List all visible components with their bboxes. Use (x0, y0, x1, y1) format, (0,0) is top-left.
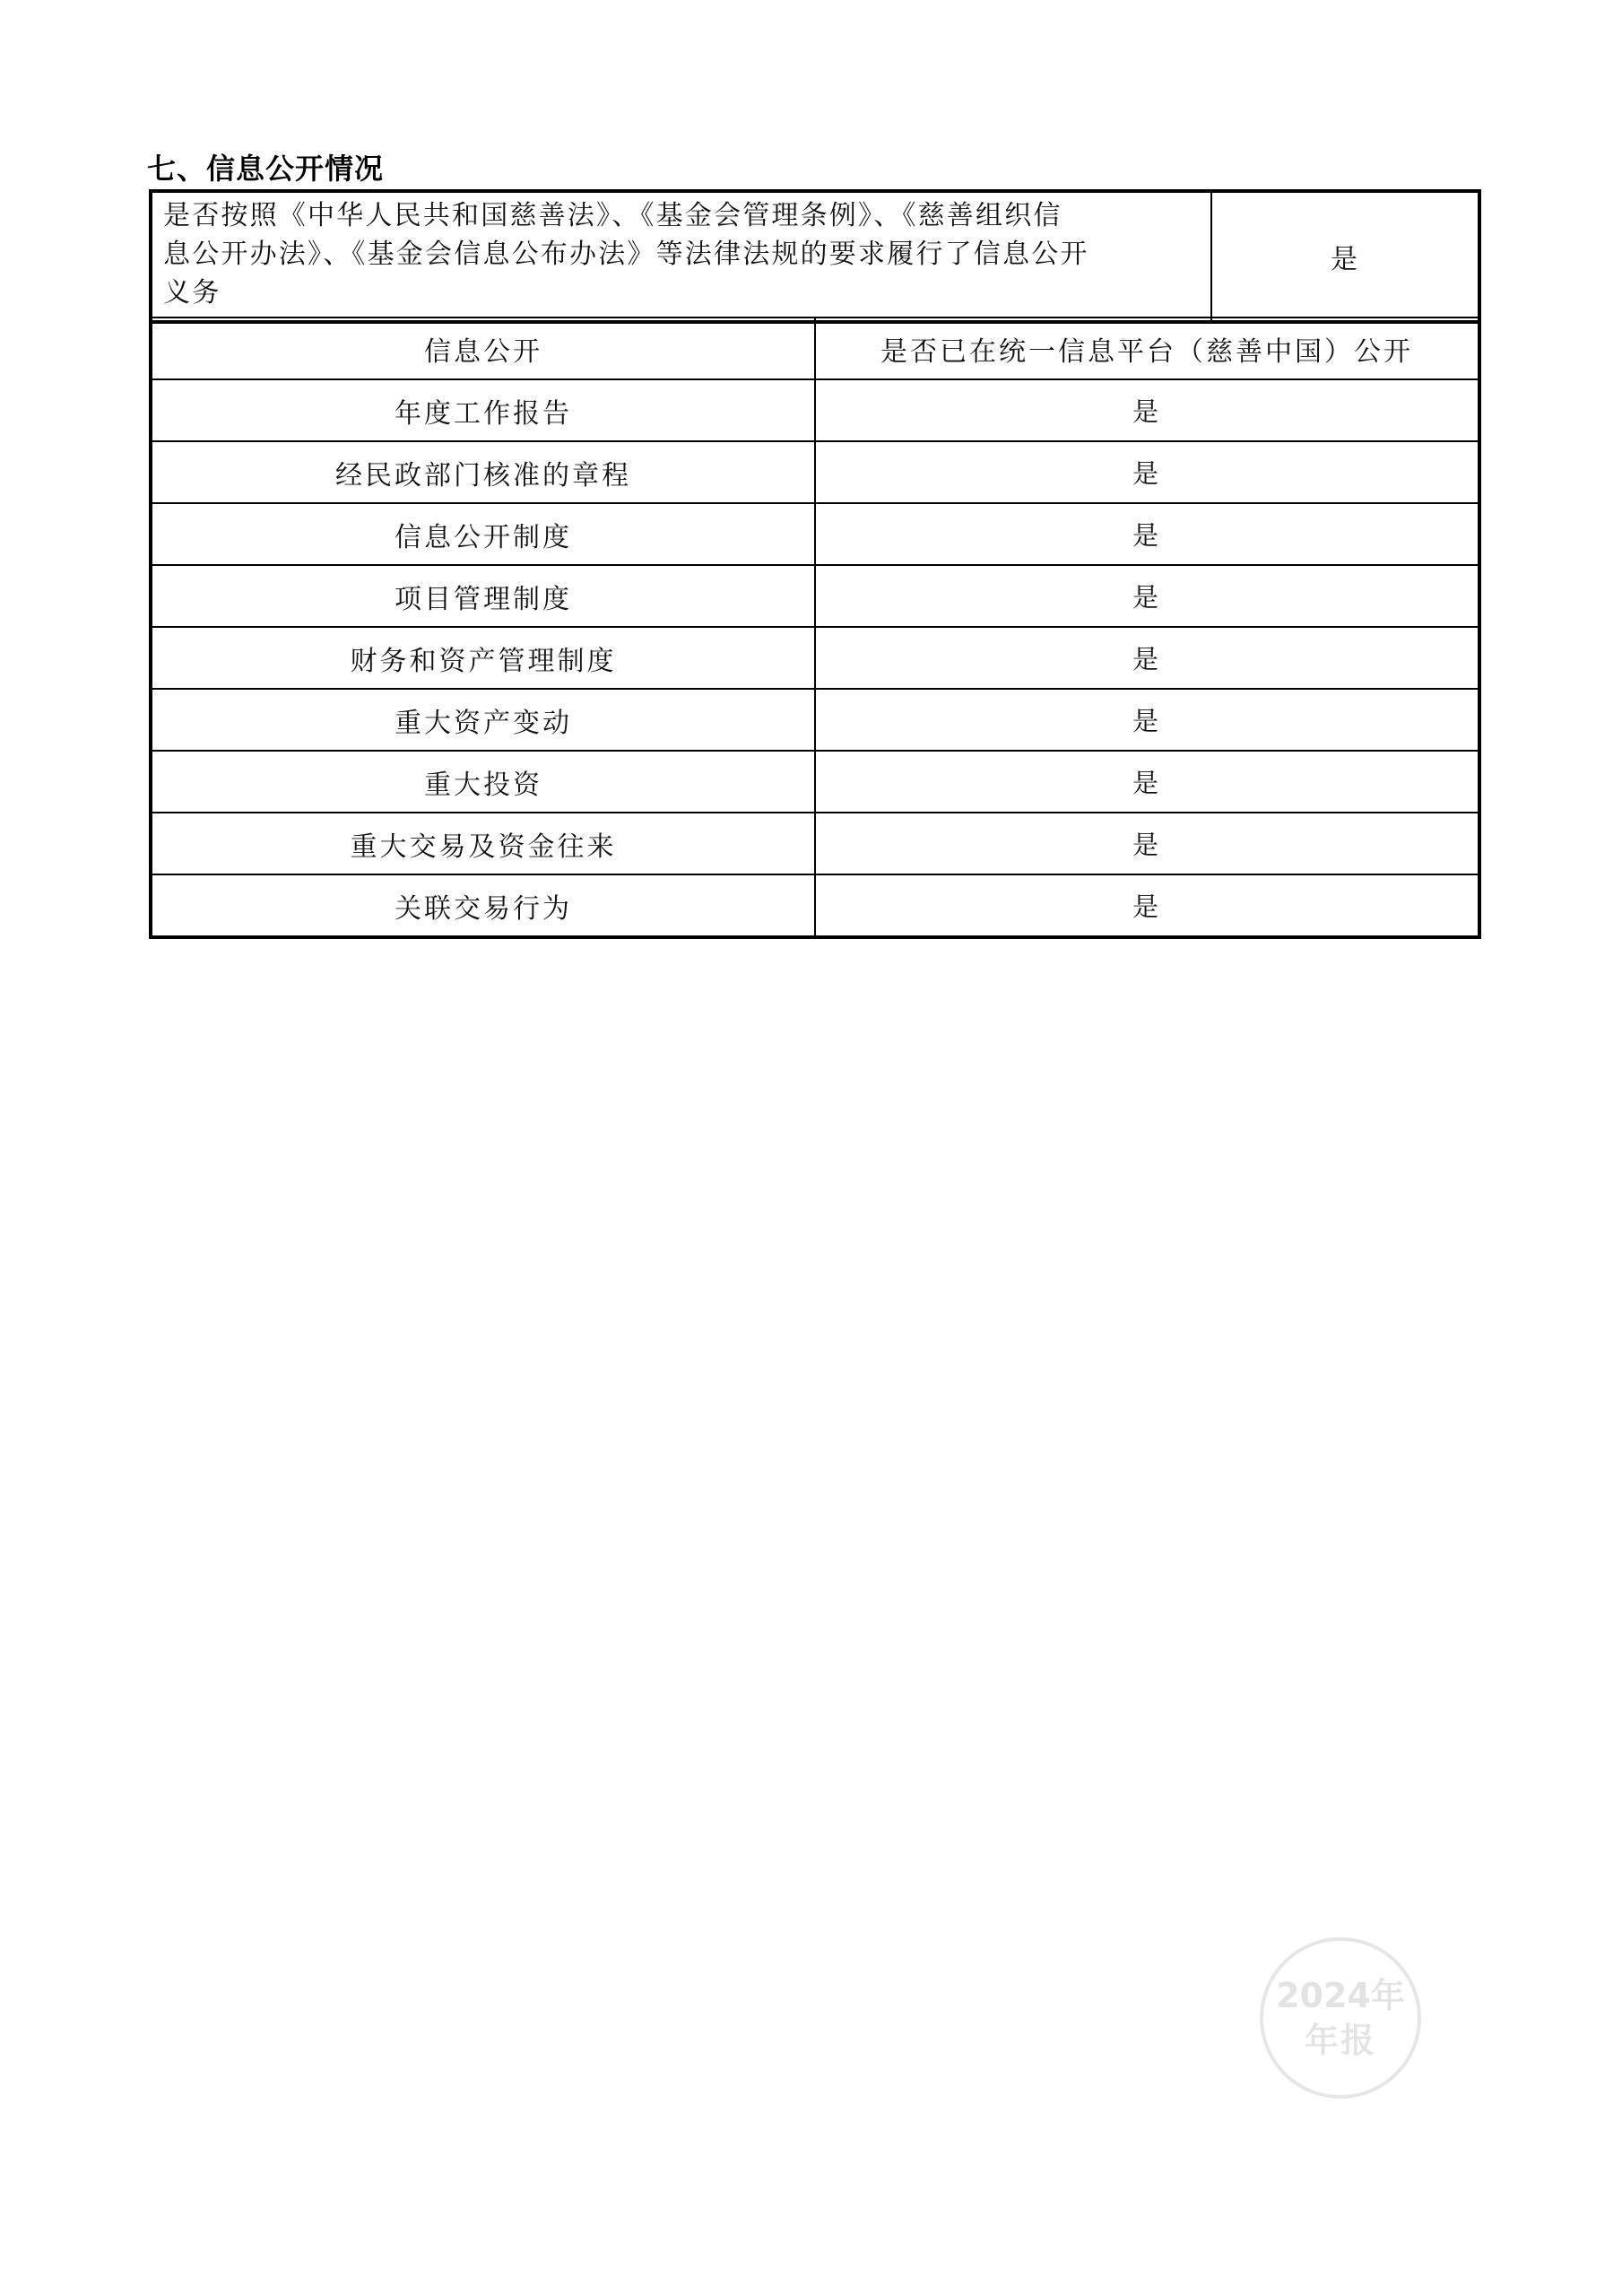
row-item: 重大资产变动 (151, 689, 815, 751)
row-item: 年度工作报告 (151, 379, 815, 441)
table-row (151, 813, 1479, 874)
table-row (151, 627, 1479, 689)
table-header-row (151, 317, 1479, 379)
header-item: 信息公开 (151, 317, 815, 379)
table-row (151, 441, 1479, 503)
row-item: 项目管理制度 (151, 565, 815, 627)
row-item: 关联交易行为 (151, 874, 815, 937)
row-item: 财务和资产管理制度 (151, 627, 815, 689)
stamp-label-text: 年报 (1304, 2021, 1376, 2060)
row-status: 是 (815, 503, 1479, 565)
compliance-question-line-3: 义务 (163, 277, 221, 309)
table-row (151, 379, 1479, 441)
section-title: 七、信息公开情况 (147, 152, 385, 186)
row-status: 是 (815, 874, 1479, 937)
row-item: 信息公开制度 (151, 503, 815, 565)
annual-report-stamp (1260, 1937, 1421, 2099)
compliance-question (151, 191, 1211, 322)
table-row (151, 565, 1479, 627)
table-row (151, 689, 1479, 751)
compliance-question-line-1: 是否按照《中华人民共和国慈善法》、《基金会管理条例》、《慈善组织信 (163, 200, 1063, 231)
table-row (151, 751, 1479, 813)
row-status: 是 (815, 441, 1479, 503)
row-item: 重大投资 (151, 751, 815, 813)
row-status: 是 (815, 751, 1479, 813)
stamp-year-text: 2024年 (1276, 1976, 1405, 2015)
row-status: 是 (815, 689, 1479, 751)
disclosure-table (149, 317, 1481, 939)
row-status: 是 (815, 379, 1479, 441)
table-row (151, 874, 1479, 937)
compliance-row (151, 191, 1479, 322)
header-status: 是否已在统一信息平台（慈善中国）公开 (815, 317, 1479, 379)
row-status: 是 (815, 565, 1479, 627)
compliance-answer: 是 (1211, 191, 1479, 322)
row-item: 经民政部门核准的章程 (151, 441, 815, 503)
row-status: 是 (815, 813, 1479, 874)
row-status: 是 (815, 627, 1479, 689)
row-item: 重大交易及资金往来 (151, 813, 815, 874)
compliance-table (149, 189, 1481, 324)
compliance-question-line-2: 息公开办法》、《基金会信息公布办法》等法律法规的要求履行了信息公开 (163, 239, 1089, 270)
table-row (151, 503, 1479, 565)
